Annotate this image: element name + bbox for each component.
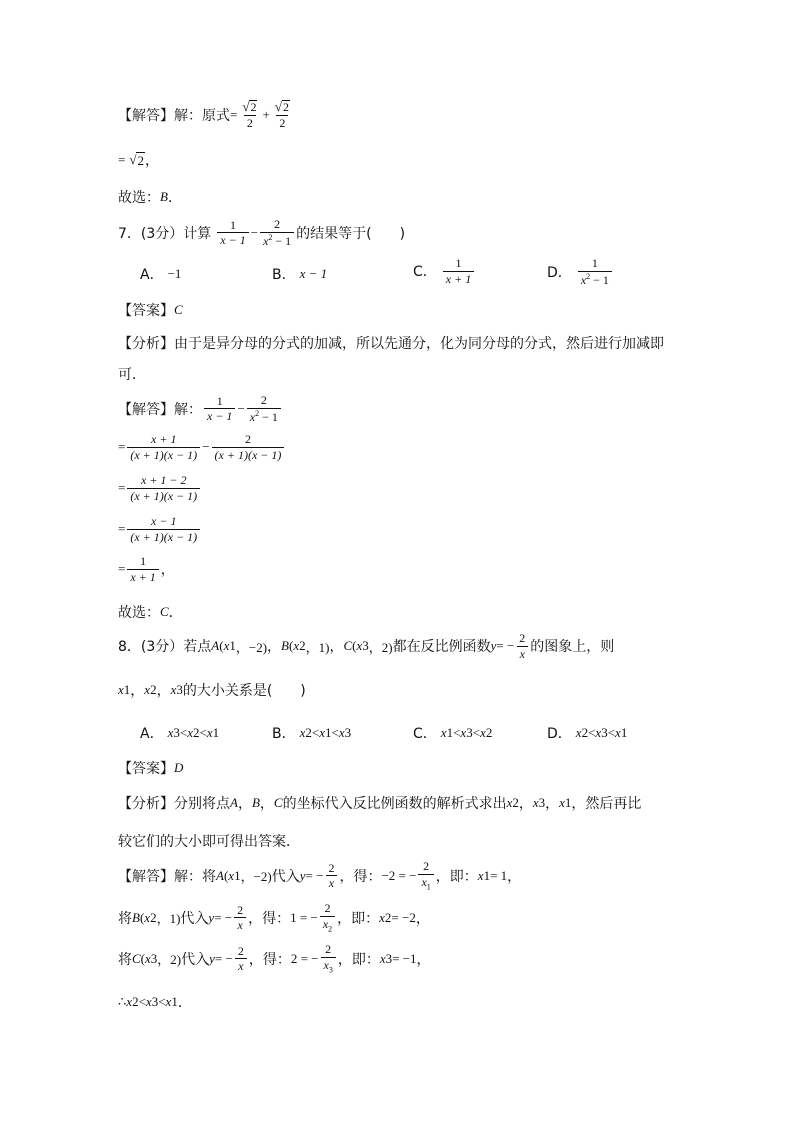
- q6-solution-line: 【解答】 解：原式 = √ 2 2 + √ 2 2: [118, 100, 295, 129]
- q7-option-b: B． x − 1: [272, 266, 328, 283]
- jieda-tag: 【解答】: [118, 107, 174, 124]
- q7-solution-step2: = $\frac{x + 1}{(x + 1)(x - 1)}$ − $\frac{2}{(x + 1)(x - 1)}$: [118, 433, 286, 461]
- q8-conclusion: ∴ x 2 < x 3 < x 1 ．: [118, 994, 192, 1011]
- q6-result-line: = √ 2 ，: [118, 151, 159, 169]
- q8-analysis-cont: 较它们的大小即可得出答案．: [118, 834, 300, 850]
- q8-option-a: A． x 3 < x 2 < x 1: [140, 725, 220, 742]
- fraction: $\frac{2}{x^2 - 1}$: [260, 218, 294, 247]
- q8-analysis: 【分析】 分别将点 A ， B ， C 的坐标代入反比例函数的解析式求出 x 2 ， x 3 ， x 1 ，然后再比: [118, 795, 642, 812]
- q7-choice: 故选： C ．: [118, 604, 183, 621]
- q7-solution-step4: = $\frac{x - 1}{(x + 1)(x - 1)}$: [118, 515, 202, 543]
- q7-analysis: 【分析】 由于是异分母的分式的加减，所以先通分，化为同分母的分式，然后进行加减即: [118, 336, 664, 352]
- q7-analysis-cont: 可．: [118, 367, 146, 383]
- fraction: $\frac{1}{x - 1}$: [217, 219, 248, 247]
- q8-option-c: C． x 1 < x 3 < x 2: [413, 725, 493, 742]
- q7-solution-step5: = $\frac{1}{x + 1}$ ，: [118, 554, 175, 584]
- q7-solution-step3: = $\frac{x + 1 - 2}{(x + 1)(x - 1)}$: [118, 474, 202, 502]
- q6-choice-line: 故选： B ．: [118, 189, 182, 206]
- q7-option-d: D． $\frac{1}{x^2 - 1}$: [547, 257, 614, 286]
- q8-stem: 8．(3分）若点 A ( x 1 ，−2) ， B ( x 2 ，1) ， C ( x 3 ，2) 都在反比例函数 y = − $\frac{2}{x}$ 的图象上，则: [118, 631, 615, 661]
- q8-option-d: D． x 2 < x 3 < x 1: [547, 725, 628, 742]
- fraction: √ 2 2: [274, 99, 289, 130]
- q8-solution-step1: 【解答】 解：将 A ( x 1 ，−2) 代入 y = − $\frac{2}{x}$ ，得： −2 = − $\frac{2}{x_1}$ ，即： x 1 = 1 ，: [118, 859, 522, 891]
- q8-option-b: B． x 2 < x 1 < x 3: [272, 725, 352, 742]
- q8-solution-step3: 将 C ( x 3 ，2) 代入 y = − $\frac{2}{x}$ ，得： 2 = − $\frac{2}{x_3}$ ，即： x 3 = −1 ，: [118, 942, 431, 974]
- q7-stem: 7．(3分）计算 $\frac{1}{x - 1}$ − $\frac{2}{x^2 - 1}$ 的结果等于( ): [118, 217, 406, 248]
- question-number: 7．(3分）计算: [118, 225, 212, 242]
- q8-solution-step2: 将 B ( x 2 ，1) 代入 y = − $\frac{2}{x}$ ，得： 1 = − $\frac{2}{x_2}$ ，即： x 2 = −2 ，: [118, 901, 430, 933]
- fraction: √ 2 2: [242, 99, 257, 130]
- q7-solution-step1: 【解答】 解： $\frac{1}{x - 1}$ − $\frac{2}{x^2 - 1}$: [118, 394, 283, 423]
- q7-option-a: A． −1: [140, 266, 182, 283]
- q8-stem-line2: x 1 ， x 2 ， x 3 的大小关系是( ): [118, 682, 306, 699]
- q7-option-c: C． $\frac{1}{x + 1}$: [413, 257, 476, 285]
- q7-answer: 【答案】 C: [118, 302, 183, 319]
- q8-answer: 【答案】 D: [118, 760, 184, 777]
